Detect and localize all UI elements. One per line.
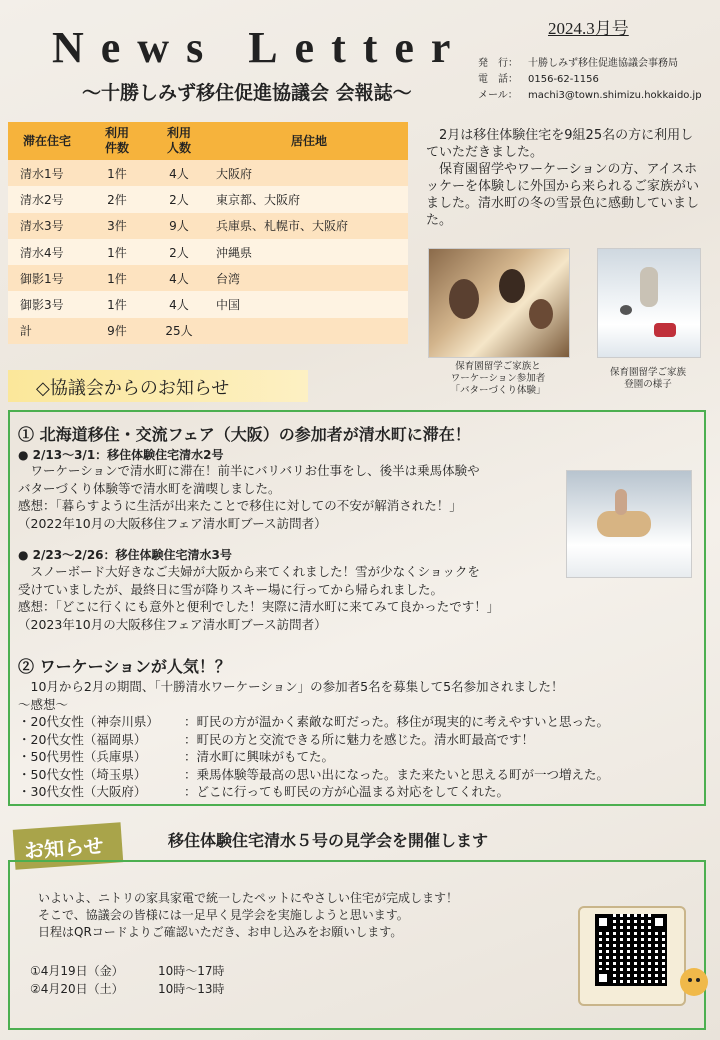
cell-residence [210, 318, 408, 344]
cell-count: 1件 [86, 160, 148, 186]
voice-item [18, 713, 609, 731]
item2-body: スノーボード大好きなご夫婦が大阪から来てくれました！雪が少なくショックを 受けていましたが、最終日に雪が降りスキー場に行ってから帰られました。 感想：「どこに行くにも意外と便利でした！実際に清水町に来てみて良かったです！」 （2023年10月の大阪移住フェア清水町ブース訪問者） [18, 564, 500, 632]
table-row [8, 265, 408, 291]
section1-heading: ① 北海道移住・交流フェア（大阪）の参加者が清水町に滞在！ [18, 425, 471, 444]
intro-paragraph: 保育園留学やワーケーションの方、アイスホッケーを体験しに外国から来られるご家族がいました。清水町の冬の雪景色に感動していました。 [426, 162, 700, 228]
contact-info [478, 56, 702, 104]
voice-text: ：清水町に興味がもてた。 [184, 749, 335, 764]
photo-nursery-walk [597, 248, 701, 358]
stay-usage-table [8, 122, 408, 344]
issue-date: 2024.3月号 [548, 19, 629, 38]
table-row [8, 186, 408, 212]
newsletter-subtitle: 〜十勝しみず移住促進協議会 会報誌〜 [82, 82, 412, 104]
newsletter-title: News Letter [52, 23, 468, 72]
voice-item [18, 766, 609, 784]
voice-who: ・50代男性（兵庫県） [18, 749, 147, 764]
dog-icon [680, 968, 708, 996]
cell-house: 清水4号 [8, 239, 86, 265]
event-title: 移住体験住宅清水５号の見学会を開催します [168, 831, 489, 850]
council-notice-banner: ◇協議会からのお知らせ [8, 370, 308, 402]
voices-list [18, 713, 609, 801]
cell-house: 清水1号 [8, 160, 86, 186]
cell-count: 1件 [86, 239, 148, 265]
photo-horse-riding [566, 470, 692, 578]
col-residence: 居住地 [210, 122, 408, 160]
col-house: 滞在住宅 [8, 122, 86, 160]
item1-bullet: ● 2/13〜3/1：移住体験住宅清水2号 [18, 448, 224, 462]
voice-item [18, 748, 609, 766]
cell-residence: 台湾 [210, 265, 408, 291]
photo2-caption: 保育園留学ご家族 登園の様子 [609, 367, 686, 390]
cell-count: 1件 [86, 291, 148, 317]
cell-house: 計 [8, 318, 86, 344]
cell-people: 25人 [148, 318, 210, 344]
cell-count: 1件 [86, 265, 148, 291]
voice-who: ・50代女性（埼玉県） [18, 766, 147, 782]
cell-house: 清水2号 [8, 186, 86, 212]
contact-phone: 電 話： 0156-62-1156 [478, 74, 599, 85]
table-row [8, 318, 408, 344]
qr-code[interactable] [595, 914, 667, 986]
cell-count: 2件 [86, 186, 148, 212]
cell-residence: 沖縄県 [210, 239, 408, 265]
cell-house: 御影1号 [8, 265, 86, 291]
cell-people: 2人 [148, 186, 210, 212]
notice-badge: お知らせ [13, 822, 124, 869]
voice-text: ：どこに行っても町民の方が心温まる対応をしてくれた。 [184, 784, 510, 799]
contact-publisher: 発 行： 十勝しみず移住促進協議会事務局 [478, 58, 678, 69]
voice-who: ・20代女性（神奈川県） [18, 714, 159, 729]
cell-people: 2人 [148, 239, 210, 265]
cell-residence: 東京都、大阪府 [210, 186, 408, 212]
cell-count: 3件 [86, 213, 148, 239]
table-row [8, 213, 408, 239]
intro-paragraph: 2月は移住体験住宅を9組25名の方に利用していただきました。 [426, 128, 694, 160]
event-dates [30, 962, 225, 998]
cell-count: 9件 [86, 318, 148, 344]
event-body: いよいよ、ニトリの家具家電で統一したペットにやさしい住宅が完成します！ そこで、協議会の皆様には一足早く見学会を実施しようと思います。 日程はQRコードよりご確認いただき、お申し込みをお願いします。 [38, 891, 459, 939]
intro-text [426, 127, 706, 229]
voice-who: ・30代女性（大阪府） [18, 784, 147, 799]
event-date-2: ②4月20日（土） 10時〜13時 [30, 982, 225, 996]
cell-residence: 中国 [210, 291, 408, 317]
table-row [8, 160, 408, 186]
contact-email: メール： machi3@town.shimizu.hokkaido.jp [478, 90, 702, 101]
photo1-caption: 保育園留学ご家族と ワーケーション参加者 「バターづくり体験」 [450, 361, 546, 396]
col-people: 利用 人数 [148, 122, 210, 160]
cell-house: 清水3号 [8, 213, 86, 239]
cell-residence: 兵庫県、札幌市、大阪府 [210, 213, 408, 239]
table-row [8, 239, 408, 265]
cell-people: 4人 [148, 291, 210, 317]
voices-label: 〜感想〜 [18, 696, 69, 712]
voice-item [18, 783, 609, 801]
item2-bullet: ● 2/23〜2/26：移住体験住宅清水3号 [18, 548, 232, 562]
section2-heading: ② ワーケーションが人気！？ [18, 657, 231, 676]
cell-people: 9人 [148, 213, 210, 239]
cell-house: 御影3号 [8, 291, 86, 317]
col-count: 利用 件数 [86, 122, 148, 160]
table-row [8, 291, 408, 317]
event-date-1: ①4月19日（金） 10時〜17時 [30, 964, 225, 978]
section2-lead: 10月から2月の期間、「十勝清水ワーケーション」の参加者5名を募集して5名参加されました！ [18, 679, 564, 694]
table-header-row [8, 122, 408, 160]
voice-who: ・20代女性（福岡県） [18, 731, 147, 747]
voice-text: ：乗馬体験等最高の思い出になった。また来たいと思える町が一つ増えた。 [184, 766, 610, 782]
cell-people: 4人 [148, 265, 210, 291]
section2-body [18, 678, 609, 801]
cell-residence: 大阪府 [210, 160, 408, 186]
voice-text: ：町民の方と交流できる所に魅力を感じた。清水町最高です！ [184, 731, 535, 747]
cell-people: 4人 [148, 160, 210, 186]
voice-item [18, 731, 609, 749]
photo-butter-making [428, 248, 570, 358]
item1-body: ワーケーションで清水町に滞在！前半にバリバリお仕事をし、後半は乗馬体験や バターづくり体験等で清水町を満喫しました。 感想：「暮らすように生活が出来たことで移住に対しての不安が解消された！」 （2022年10月の大阪移住フェア清水町ブース訪問者） [18, 463, 480, 531]
voice-text: ：町民の方が温かく素敵な町だった。移住が現実的に考えやすいと思った。 [184, 714, 610, 729]
